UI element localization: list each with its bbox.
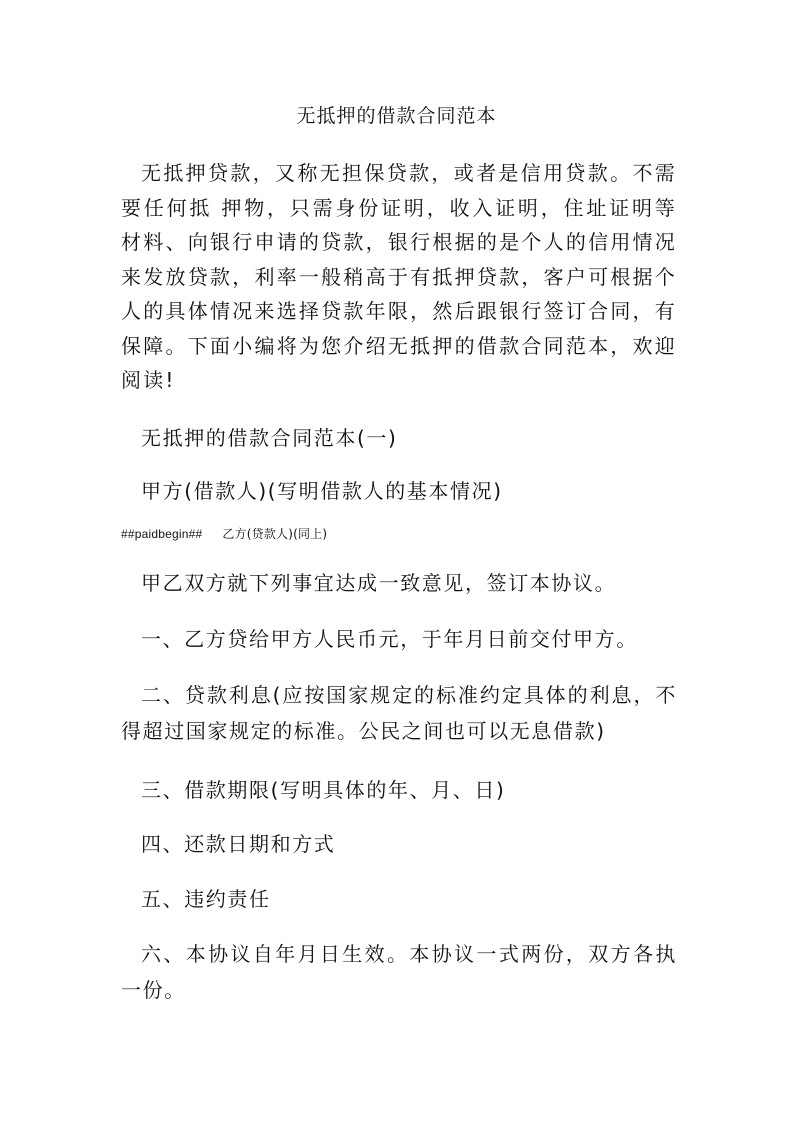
clause-1: 一、乙方贷给甲方人民币元，于年月日前交付甲方。 [141,627,638,651]
section-heading: 无抵押的借款合同范本(一) [141,426,398,450]
party-a-line: 甲方(借款人)(写明借款人的基本情况) [141,479,503,503]
document-title: 无抵押的借款合同范本 [296,105,497,127]
clause-4: 四、还款日期和方式 [141,832,336,856]
party-b-line [121,526,327,542]
clause-5: 五、违约责任 [141,887,271,911]
clause-6: 六、本协议自年月日生效。本协议一式两份，双方各执一份。 [121,942,677,1002]
party-b-text: 乙方(贷款人)(同上) [222,527,328,541]
intro-paragraph: 无抵押贷款，又称无担保贷款，或者是信用贷款。不需要任何抵 押物，只需身份证明，收入证明，住址证明等材料、向银行申请的贷款，银行根据的是个人的信用情况来发放贷款，利率一般稍高于有抵押贷款，客户可根据个人的具体情况来选择贷款年限，然后跟银行签订合同，有保障。下面小编将为您介绍无抵押的借款合同范本，欢迎阅读! [121,161,677,392]
paid-marker: ##paidbegin## [121,527,203,541]
clause-2: 二、贷款利息(应按国家规定的标准约定具体的利息，不得超过国家规定的标准。公民之间也可以无息借款) [121,683,677,743]
clause-3: 三、借款期限(写明具体的年、月、日) [141,778,506,802]
agreement-line: 甲乙双方就下列事宜达成一致意见，签订本协议。 [141,571,617,595]
